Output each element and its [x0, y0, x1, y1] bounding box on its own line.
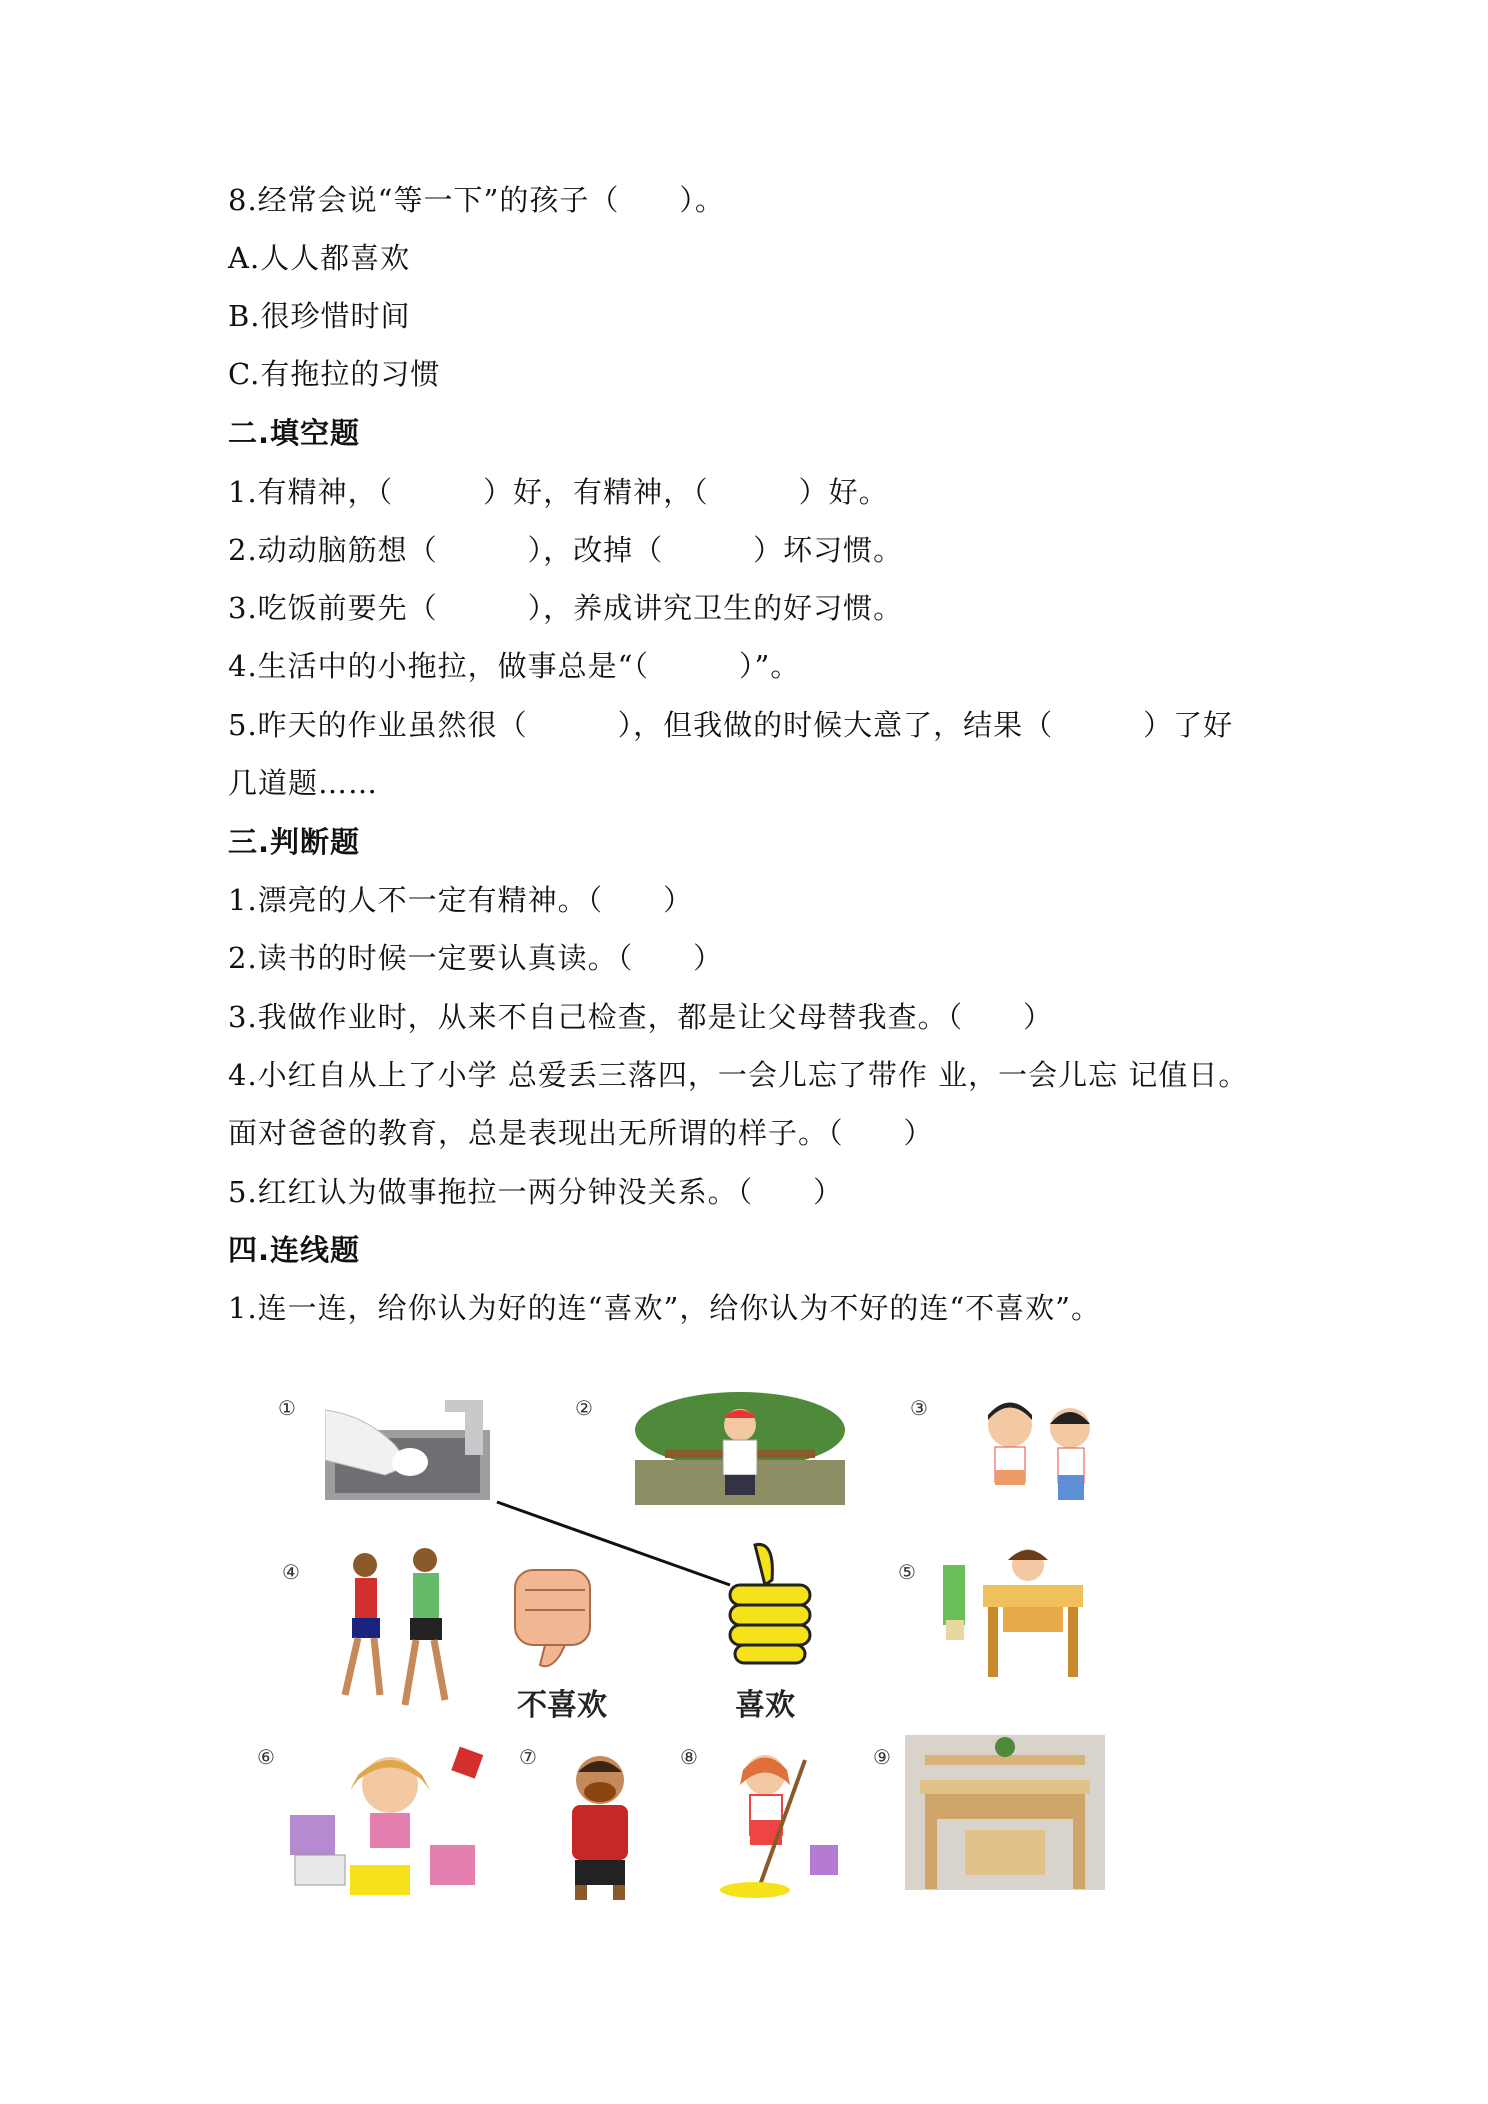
thumbs-up-icon: [720, 1540, 830, 1670]
park-littering-image: [635, 1390, 845, 1505]
fill-item-5-cont: 几道题……: [228, 766, 379, 800]
q8-option-c: C.有拖拉的习惯: [228, 357, 441, 391]
fill-item-4: 4.生活中的小拖拉，做事总是“（ ）”。: [228, 649, 801, 683]
match-heading: 四.连线题: [228, 1233, 361, 1267]
judge-item-1: 1.漂亮的人不一定有精神。（ ）: [228, 883, 694, 917]
connector-line: [495, 1500, 735, 1590]
marker-7: ⑦: [519, 1745, 537, 1769]
running-image: [330, 1545, 465, 1730]
sleeping-at-desk-image: [943, 1545, 1093, 1680]
girl-mopping-image: [710, 1745, 845, 1900]
dislike-label: 不喜欢: [517, 1688, 607, 1723]
messy-girl-image: [280, 1745, 505, 1905]
wooden-desk-image: [905, 1735, 1105, 1890]
marker-8: ⑧: [680, 1745, 698, 1769]
marker-2: ②: [575, 1396, 593, 1420]
marker-5: ⑤: [898, 1560, 916, 1584]
marker-1: ①: [278, 1396, 296, 1420]
two-children-image: [970, 1390, 1110, 1510]
like-label: 喜欢: [735, 1688, 795, 1723]
matching-figure: [255, 1390, 1135, 1910]
fill-item-1: 1.有精神，（ ）好，有精神，（ ）好。: [228, 475, 889, 509]
marker-3: ③: [910, 1396, 928, 1420]
judge-item-2: 2.读书的时候一定要认真读。（ ）: [228, 941, 724, 975]
judge-item-4: 4.小红自从上了小学 总爱丢三落四，一会儿忘了带作 业，一会儿忘 记值日。: [228, 1058, 1249, 1092]
fill-item-2: 2.动动脑筋想（ ），改掉（ ）坏习惯。: [228, 533, 904, 567]
judge-item-5: 5.红红认为做事拖拉一两分钟没关系。（ ）: [228, 1175, 844, 1209]
q8-stem: 8.经常会说“等一下”的孩子（ ）。: [228, 183, 725, 217]
judge-heading: 三.判断题: [228, 825, 361, 859]
handwashing-image: [325, 1390, 500, 1505]
marker-4: ④: [282, 1560, 300, 1584]
judge-item-3: 3.我做作业时，从来不自己检查，都是让父母替我查。（ ）: [228, 1000, 1054, 1034]
judge-item-4-cont: 面对爸爸的教育，总是表现出无所谓的样子。（ ）: [228, 1116, 934, 1150]
match-instruction: 1.连一连，给你认为好的连“喜欢”，给你认为不好的连“不喜欢”。: [228, 1291, 1101, 1325]
marker-6: ⑥: [257, 1745, 275, 1769]
fill-item-5: 5.昨天的作业虽然很（ ），但我做的时候大意了，结果（ ）了好: [228, 708, 1234, 742]
q8-option-a: A.人人都喜欢: [228, 241, 411, 275]
q8-option-b: B.很珍惜时间: [228, 299, 411, 333]
fill-item-3: 3.吃饭前要先（ ），养成讲究卫生的好习惯。: [228, 591, 904, 625]
boy-eating-image: [550, 1750, 650, 1905]
marker-9: ⑨: [873, 1745, 891, 1769]
fill-heading: 二.填空题: [228, 416, 361, 450]
